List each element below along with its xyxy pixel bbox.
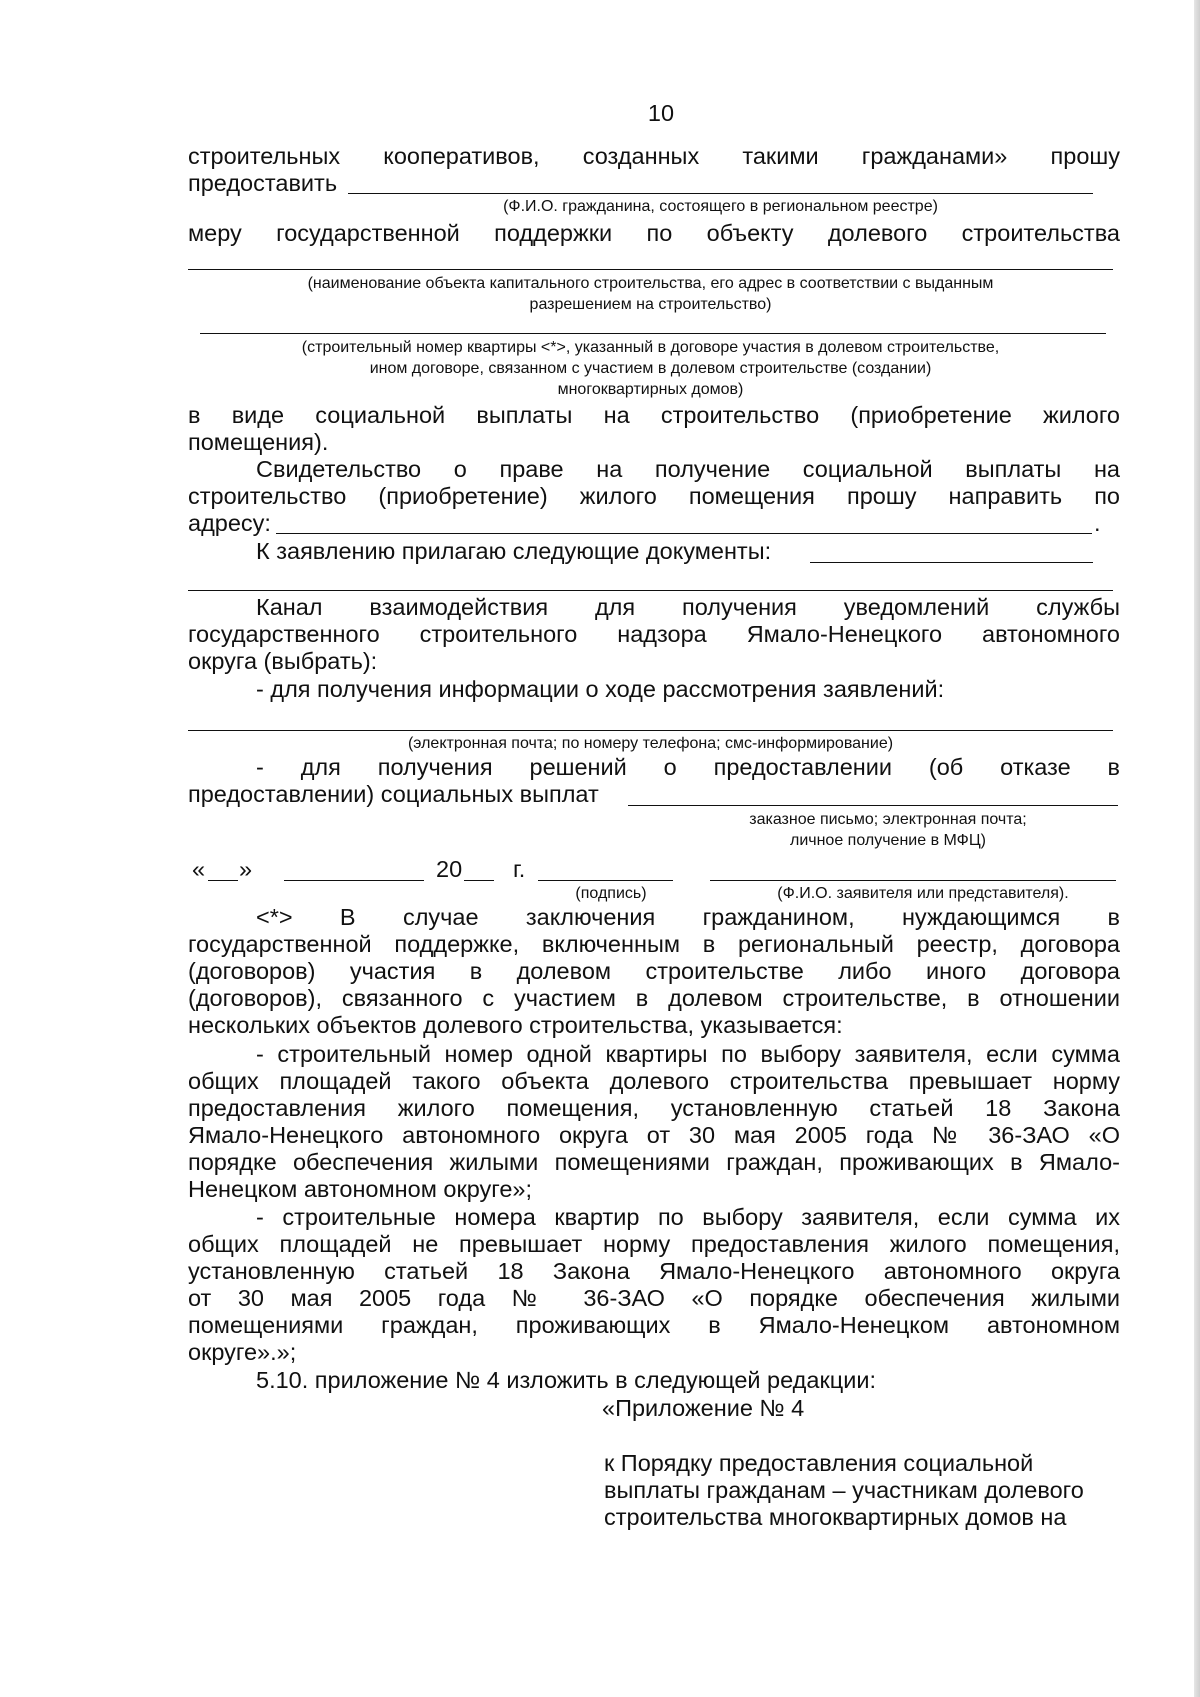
decision-line-2: предоставлении) социальных выплат — [188, 781, 599, 807]
documents-blank-1[interactable] — [810, 562, 1093, 563]
footnote-p3-line-6: округе».»; — [188, 1339, 297, 1365]
caption-object-1: (наименование объекта капитального строительства, его адрес в соответствии с выданным — [307, 275, 994, 292]
applicant-fio-blank[interactable] — [710, 880, 1116, 881]
footnote-p3-line-4: от 30 мая 2005 года № 36-ЗАО «О порядке обеспечения жилыми — [188, 1285, 1120, 1311]
year-suffix: г. — [513, 856, 526, 882]
channel-line-3: округа (выбрать): — [188, 648, 378, 674]
footnote-p3-line-3: установленную статьей 18 Закона Ямало-Ненецкого автономного округа — [188, 1258, 1120, 1284]
address-period: . — [1094, 510, 1101, 536]
footnote-p1-line-3: (договоров) участия в долевом строительстве либо иного договора — [188, 958, 1120, 984]
date-quote-open: « — [192, 856, 206, 882]
footnote-p1-line-2: государственной поддержке, включенным в региональный реестр, договора — [188, 931, 1120, 957]
payment-line-2: помещения). — [188, 429, 329, 455]
footnote-p3-line-2: общих площадей не превышает норму предоставления жилого помещения, — [188, 1231, 1120, 1257]
intro-line-2: предоставить — [188, 170, 338, 196]
footnote-p2-line-5: порядке обеспечения жилыми помещениями граждан, проживающих в Ямало- — [188, 1149, 1120, 1175]
documents-blank-2[interactable] — [188, 590, 1113, 591]
intro-line-1: строительных кооперативов, созданных такими гражданами» прошу — [188, 143, 1120, 169]
page-number: 10 — [647, 100, 675, 126]
caption-apartment-1: (строительный номер квартиры <*>, указанный в договоре участия в долевом строительстве, — [301, 339, 1000, 356]
appendix-line-1: к Порядку предоставления социальной — [604, 1450, 1034, 1476]
apartment-blank[interactable] — [200, 333, 1106, 334]
caption-fio: (Ф.И.О. гражданина, состоящего в региональном реестре) — [503, 198, 938, 215]
day-blank[interactable] — [208, 880, 238, 881]
documents-line: К заявлению прилагаю следующие документы: — [256, 538, 772, 564]
signature-blank[interactable] — [538, 880, 673, 881]
footnote-p1-line-1: <*> В случае заключения гражданином, нуждающимся в — [256, 904, 1120, 930]
decision-line-1: - для получения решений о предоставлении (об отказе в — [256, 754, 1120, 780]
certificate-line-3: адресу: — [188, 510, 271, 536]
page-edge-shadow — [1194, 0, 1200, 1697]
fio-blank[interactable] — [348, 193, 1093, 194]
footnote-p2-line-3: предоставления жилого помещения, установленную статьей 18 Закона — [188, 1095, 1120, 1121]
channel-line-1: Канал взаимодействия для получения уведомлений службы — [256, 594, 1120, 620]
footnote-p2-line-2: общих площадей такого объекта долевого строительства превышает норму — [188, 1068, 1120, 1094]
month-blank[interactable] — [284, 880, 424, 881]
appendix-title: «Приложение № 4 — [602, 1395, 805, 1421]
info-blank[interactable] — [188, 730, 1113, 731]
caption-apartment-2: ином договоре, связанном с участием в долевом строительстве (создании) — [369, 360, 932, 377]
payment-line-1: в виде социальной выплаты на строительство (приобретение жилого — [188, 402, 1120, 428]
appendix-line-2: выплаты гражданам – участникам долевого — [604, 1477, 1084, 1503]
info-line: - для получения информации о ходе рассмотрения заявлений: — [256, 676, 945, 702]
decision-blank[interactable] — [628, 805, 1118, 806]
year-prefix: 20 — [436, 856, 463, 882]
amendment-line: 5.10. приложение № 4 изложить в следующей редакции: — [256, 1367, 876, 1393]
footnote-p1-line-5: нескольких объектов долевого строительства, указывается: — [188, 1012, 843, 1038]
appendix-line-3: строительства многоквартирных домов на — [604, 1504, 1067, 1530]
footnote-p1-line-4: (договоров), связанного с участием в долевом строительстве, в отношении — [188, 985, 1120, 1011]
caption-object-2: разрешением на строительство) — [529, 296, 772, 313]
certificate-line-2: строительство (приобретение) жилого помещения прошу направить по — [188, 483, 1120, 509]
measure-line: меру государственной поддержки по объекту долевого строительства — [188, 220, 1120, 246]
caption-applicant-fio: (Ф.И.О. заявителя или представителя). — [777, 885, 1069, 902]
caption-info: (электронная почта; по номеру телефона; смс-информирование) — [407, 735, 894, 752]
footnote-p3-line-1: - строительные номера квартир по выбору заявителя, если сумма их — [256, 1204, 1120, 1230]
caption-decision-1: заказное письмо; электронная почта; — [749, 811, 1027, 828]
certificate-line-1: Свидетельство о праве на получение социальной выплаты на — [256, 456, 1120, 482]
footnote-p3-line-5: помещениями граждан, проживающих в Ямало-Ненецком автономном — [188, 1312, 1120, 1338]
channel-line-2: государственного строительного надзора Ямало-Ненецкого автономного — [188, 621, 1120, 647]
date-quote-close: » — [239, 856, 253, 882]
footnote-p2-line-1: - строительный номер одной квартиры по выбору заявителя, если сумма — [256, 1041, 1120, 1067]
caption-signature: (подпись) — [575, 885, 647, 902]
address-blank[interactable] — [276, 533, 1092, 534]
footnote-p2-line-4: Ямало-Ненецкого автономного округа от 30 мая 2005 года № 36-ЗАО «О — [188, 1122, 1120, 1148]
footnote-p2-line-6: Ненецком автономном округе»; — [188, 1176, 533, 1202]
caption-decision-2: личное получение в МФЦ) — [789, 832, 986, 849]
year-blank[interactable] — [464, 880, 494, 881]
caption-apartment-3: многоквартирных домов) — [557, 381, 744, 398]
object-blank[interactable] — [188, 269, 1113, 270]
